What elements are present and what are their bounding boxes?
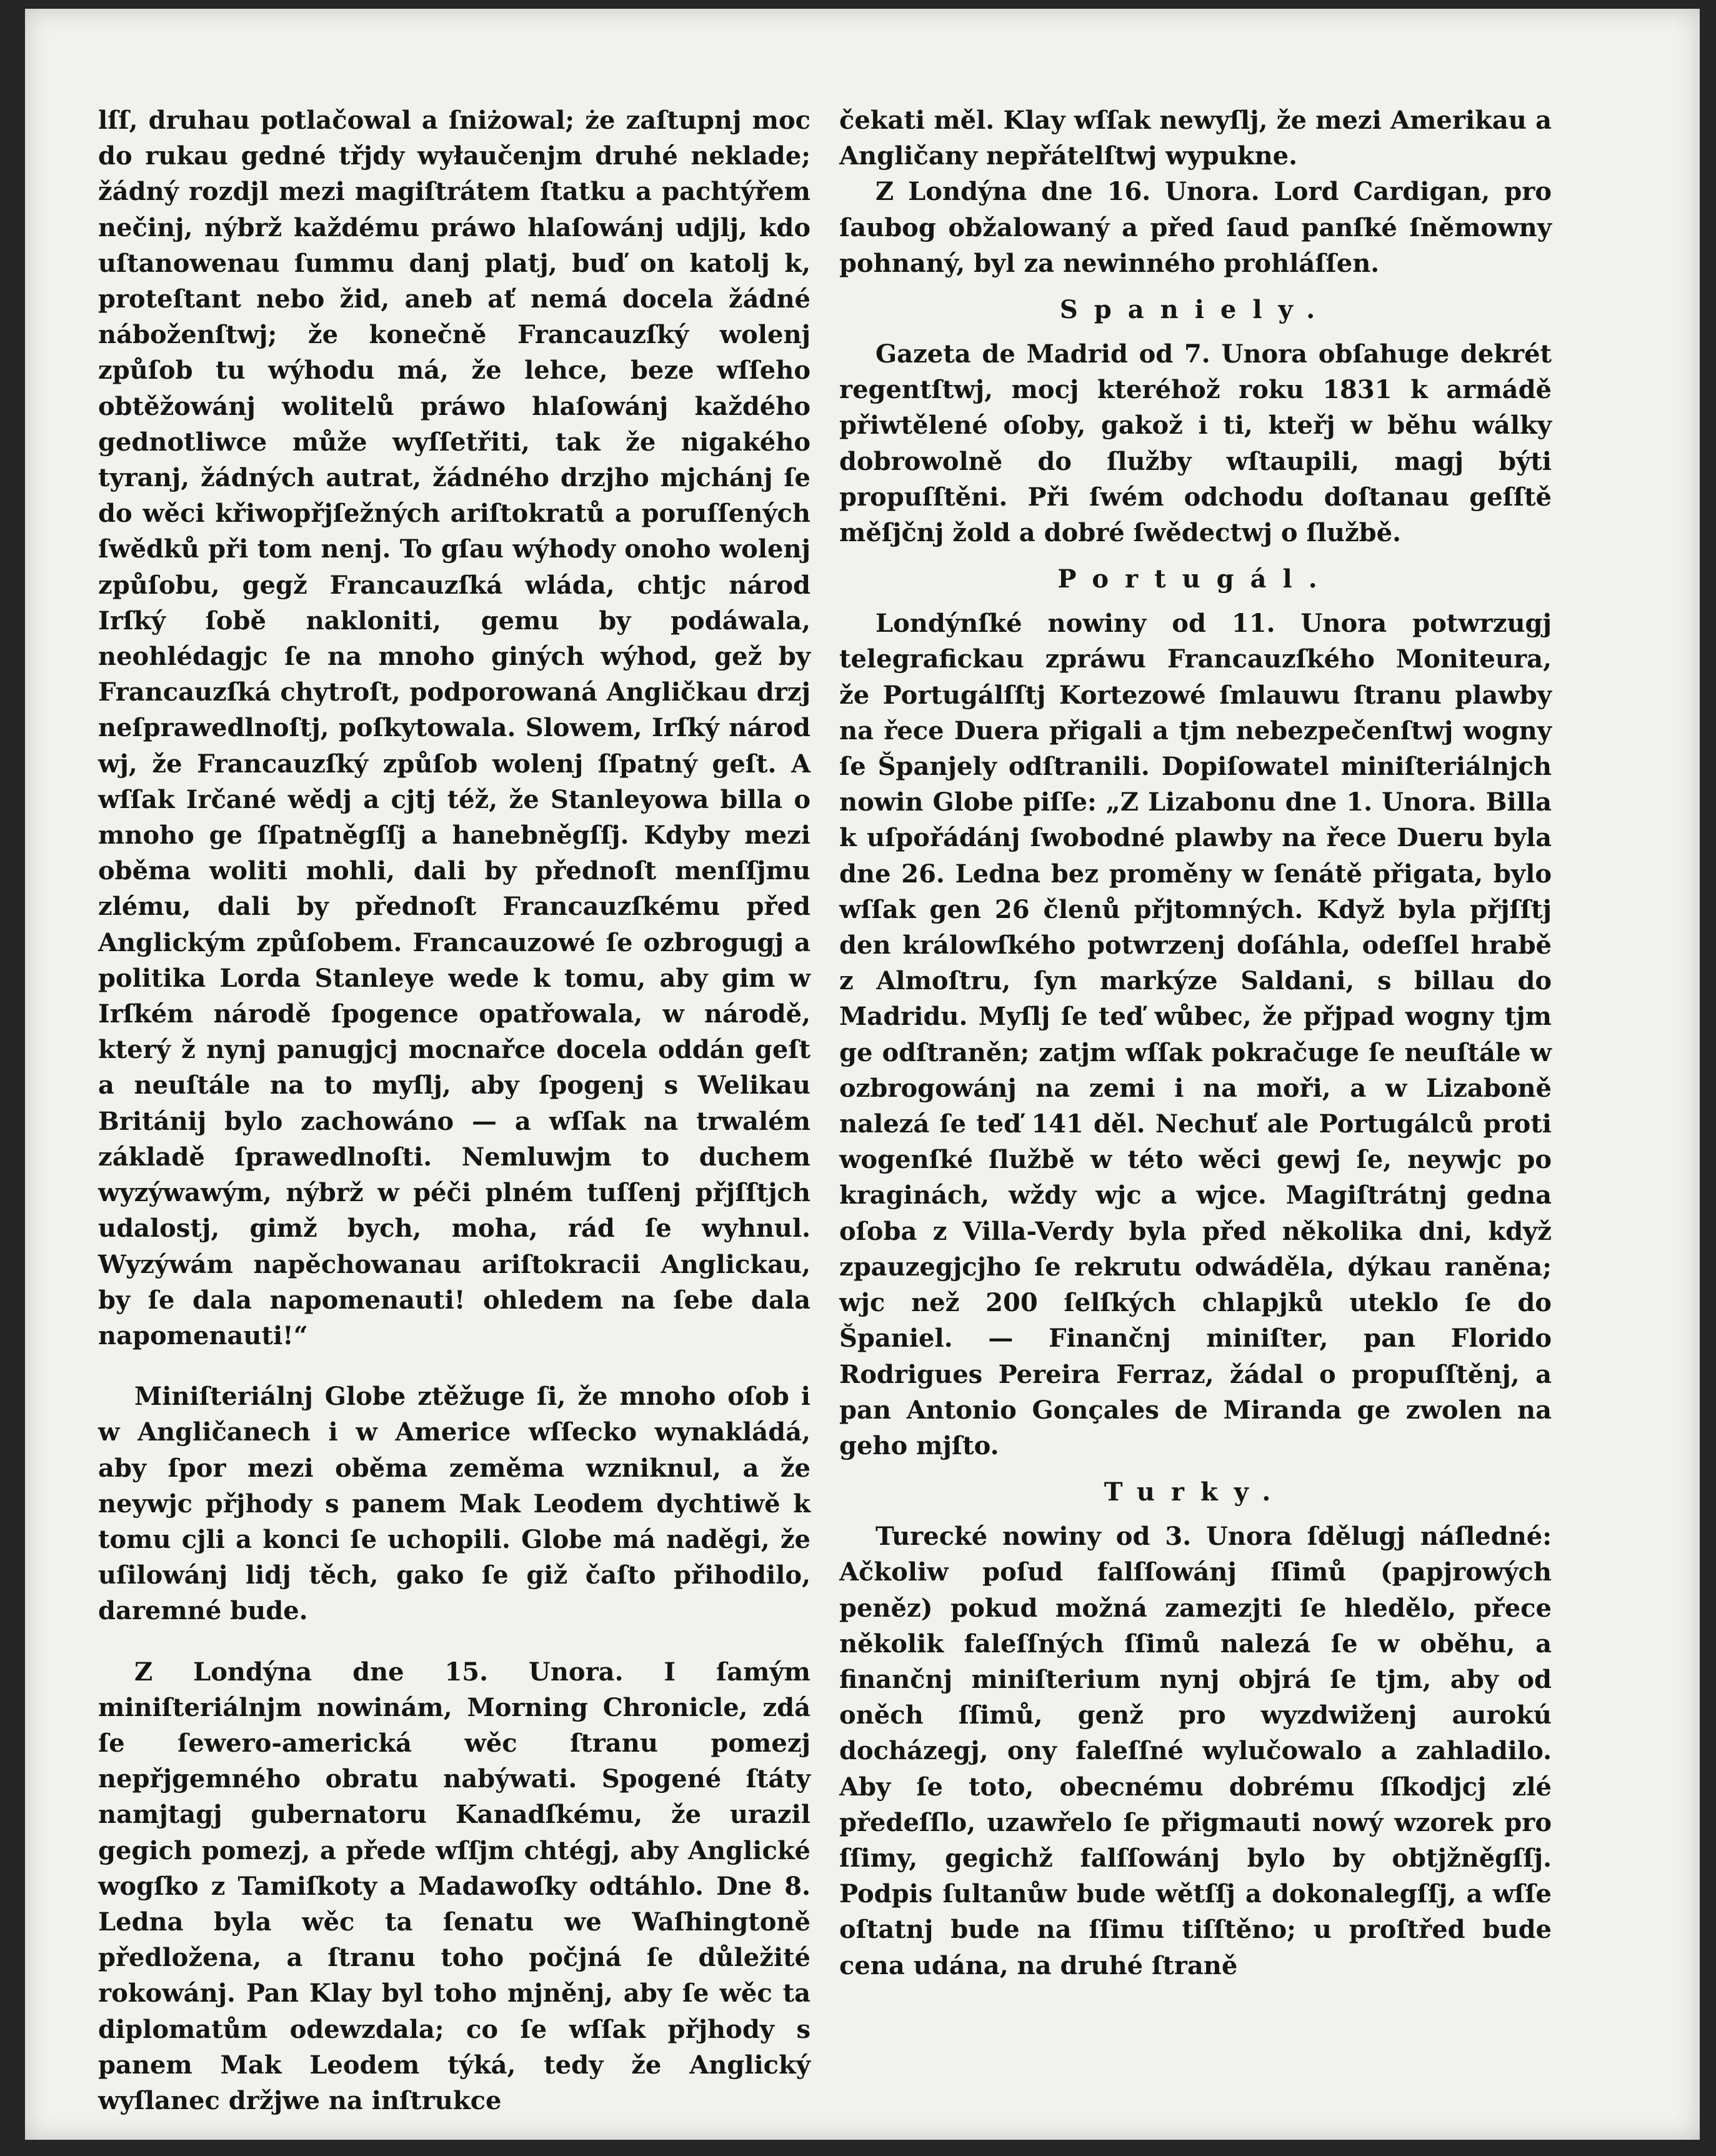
section-heading-spain: Spaniely. [1059,295,1332,325]
right-column [839,102,1552,1984]
paragraph-turkish-news: Turecké nowiny od 3. Unora ſdělugj náſledné: Ačkoliw poſud falſſowánj ſſimů (papjrowých peněz) pokud možná zamezjti ſe hledělo, přece několik faleſſných ſſimů nalezá ſe w oběhu, a finančnj miniſterium nynj objrá ſe tjm, aby od oněch ſſimů, genž pro wyzdwiženj aurokú docházegj, ony faleſſné wylučowalo a zahladilo. Aby ſe toto, obecnému dobrému ſſkodjcj zlé předeſſlo, uzawřelo ſe přigmauti nowý wzorek pro ſſimy, gegichž falſſowánj bylo by obtjžněgſſj. Podpis ſultanůw bude wětſſj a dokonalegſſj, a wſſe oſtatnj bude na ſſimu tiſſtěno; u proſtřed bude cena udána, na druhé ſtraně [839,1522,1552,1980]
newspaper-page [25,9,1700,2140]
paragraph-london-feb16: Z Londýna dne 16. Unora. Lord Cardigan, pro ſaubog obžalowaný a před ſaud panſké ſněmowny pohnaný, byl za newinného prohláſſen. [839,177,1552,278]
paragraph-globe-dispute: Miniſteriálnj Globe ztěžuge ſi, že mnoho oſob i w Angličanech i w Americe wſſecko wynakládá, aby ſpor mezi oběma zeměma wzniknul, a že neywjc přjhody s panem Mak Leodem dychtiwě k tomu cjli a konci ſe uchopili. Globe má naděgi, že uſilowánj lidj těch, gako ſe giž čaſto přihodilo, daremné bude. [98,1382,811,1626]
section-heading-portugal: Portugál. [1057,564,1334,594]
paragraph-election-system: lſſ, druhau potlačowal a ſniżowal; że zaſtupnj moc do rukau gedné třjdy wyłaučenjm druhé neklade; žádný rozdjl mezi magiſtrátem ſtatku a pachtýřem nečinj, nýbrž každému práwo hlaſowánj udjlj, kdo uſtanowenau ſummu danj platj, buď on katolj k, proteſtant nebo žid, aneb ať nemá docela žádné náboženſtwj; že konečně Francauzſký wolenj způſob tu wýhodu má, že lehce, beze wſſeho obtěžowánj wolitelů práwo hlaſowánj každého gednotliwce může wyſſetřiti, tak že nigakého tyranj, žádných autrat, žádného drzjho mjchánj ſe do wěci křiwopřjſežných ariſtokratů a poruſſených ſwědků při tom nenj. To gſau wýhody onoho wolenj způſobu, gegž Francauzſká wláda, chtjc národ Irſký ſobě nakloniti, gemu by podáwala, neohlédagjc ſe na mnoho giných wýhod, gež by Francauzſká chytroſt, podporowaná Angličkau drzj neſprawedlnoſtj, poſkytowala. Slowem, Irſký národ wj, že Francauzſký způſob wolenj ſſpatný geſt. A wſſak Irčané wědj a cjtj též, že Stanleyowa billa o mnoho ge ſſpatněgſſj a hanebněgſſj. Kdyby mezi oběma woliti mohli, dali by přednoſt menſſjmu zlému, dali by přednoſt Francauzſkému před Anglickým způſobem. Francauzowé ſe ozbrogugj a politika Lorda Stanleye wede k tomu, aby gim w Irſkém národě ſpogence opatřowala, w národě, který ž nynj panugjcj mocnařce docela oddán geſt a neuſtále na to myſlj, aby ſpogenj s Welikau Británij bylo zachowáno — a wſſak na trwalém základě ſprawedlnoſti. Nemluwjm to duchem wyzýwawým, nýbrž w péči plném tuſſenj přjſſtjch udalostj, gimž bych, moha, rád ſe wyhnul. Wyzýwám napěchowanau ariſtokracii Anglickau, by ſe dala napomenauti! ohledem na ſebe dala napomenauti!“ [98,106,811,1350]
paragraph-portugal-news: Londýnſké nowiny od 11. Unora potwrzugj telegrafickau zpráwu Francauzſkého Moniteura, že Portugálſſtj Kortezowé ſmlauwu ſtranu plawby na řece Duera přigali a tjm nebezpečenſtwj wogny ſe Španjely odſtranili. Dopiſowatel miniſteriálnjch nowin Globe piſſe: „Z Lizabonu dne 1. Unora. Billa k uſpořádánj ſwobodné plawby na řece Dueru byla dne 26. Ledna bez proměny w ſenátě přigata, bylo wſſak gen 26 členů přjtomných. Když byla přjſſtj den králowſkého potwrzenj doſáhla, odeſſel hrabě z Almoſtru, ſyn markýze Saldani, s billau do Madridu. Myſlj ſe teď wůbec, že přjpad wogny tjm ge odſtraněn; zatjm wſſak pokračuge ſe neuſtále w ozbrogowánj na zemi i na moři, a w Lizaboně nalezá ſe teď 141 děl. Nechuť ale Portugálců proti wogenſké ſlužbě w této wěci gewj ſe, neywjc po kraginách, wždy wjc a wjce. Magiſtrátnj gedna oſoba z Villa-Verdy byla před několika dni, když zpauzegjcjho ſe rekrutu odwáděla, dýkau raněna; wjc než 200 ſelſkých chlapjků uteklo ſe do Španiel. — Finančnj miniſter, pan Florido Rodrigues Pereira Ferraz, žádal o propuſſtěnj, a pan Antonio Gonçales de Miranda ge zwolen na geho mjſto. [839,609,1552,1460]
section-heading-turkey: Turky. [1104,1477,1287,1507]
paragraph-madrid-gazette: Gazeta de Madrid od 7. Unora obſahuge dekrét regentſtwj, mocj kteréhož roku 1831 k armádě přiwtělené oſoby, gakož i ti, kteřj w běhu wálky dobrowolně do ſlužby wſtaupili, magj býti propuſſtěni. Při ſwém odchodu doſtanau geſſtě měſjčnj žold a dobré ſwědectwj o ſlužbě. [839,339,1552,548]
left-column [98,102,811,2119]
paragraph-london-feb15: Z Londýna dne 15. Unora. I ſamým miniſteriálnjm nowinám, Morning Chronicle, zdá ſe ſewero-americká wěc ſtranu pomezj nepřjgemného obratu nabýwati. Spogené ſtáty namjtagj gubernatoru Kanadſkému, že urazil gegich pomezj, a přede wſſjm chtégj, aby Anglické wogſko z Tamiſkoty a Madawoſky odtáhlo. Dne 8. Ledna byla wěc ta ſenatu we Waſhingtoně předložena, a ſtranu toho počjná ſe důležité rokowánj. Pan Klay byl toho mjněnj, aby ſe wěc ta diplomatům odewzdala; co ſe wſſak přjhody s panem Mak Leodem týká, tedy že Anglický wyſlanec držjwe na inſtrukce [98,1657,811,2115]
paragraph-klay-continuation: čekati měl. Klay wſſak newyſlj, že mezi Amerikau a Angličany nepřátelſtwj wypukne. [839,106,1552,171]
